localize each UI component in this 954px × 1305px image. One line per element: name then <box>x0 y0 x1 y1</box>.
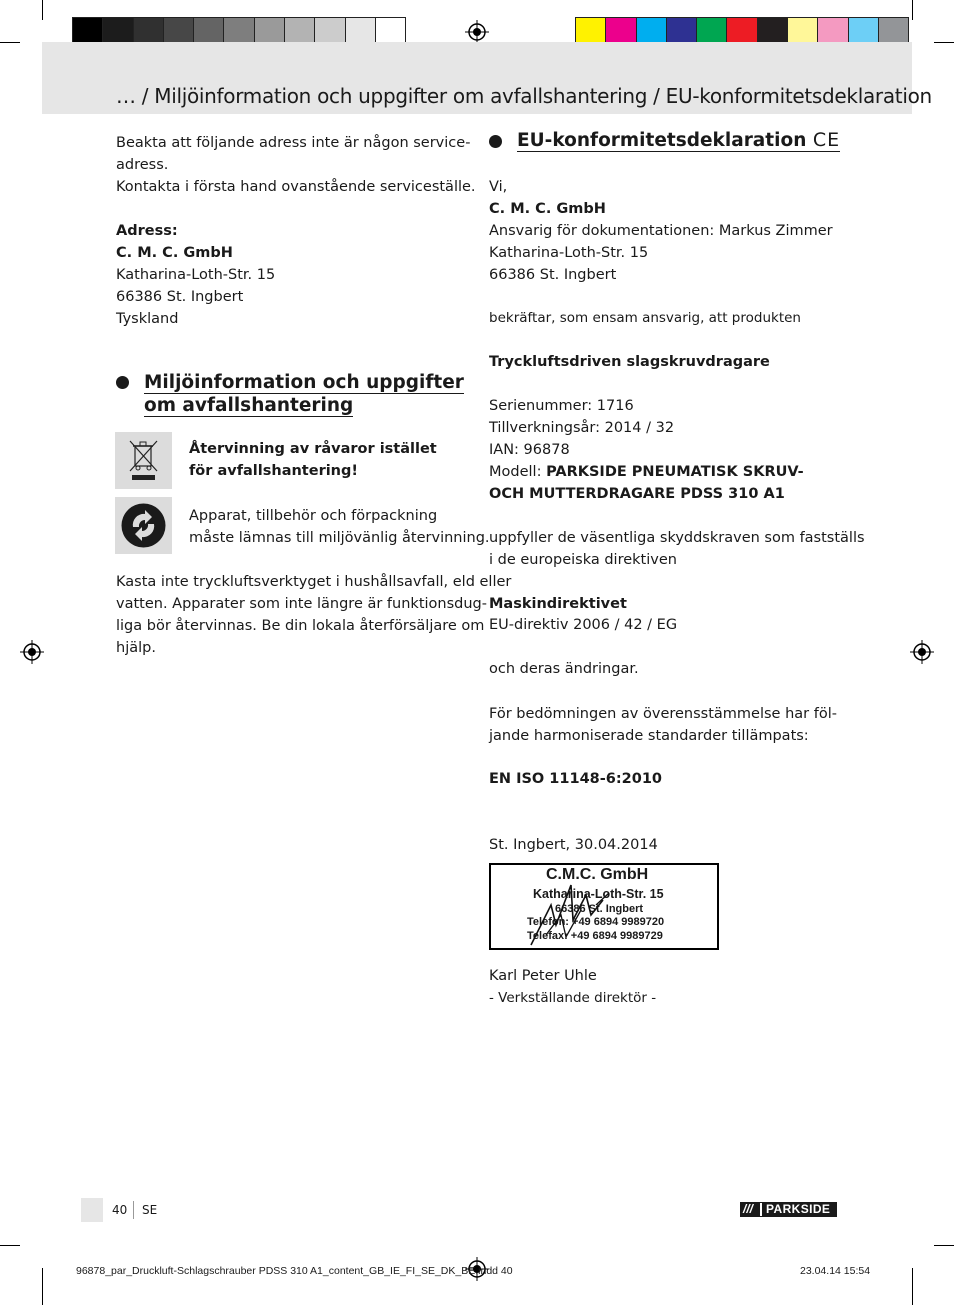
serial-number: Serienummer: 1716 <box>489 398 634 414</box>
assessment-text: jande harmoniserade standarder tillämpats: <box>489 728 809 744</box>
crop-mark <box>0 42 20 43</box>
address-street: Katharina-Loth-Str. 15 <box>116 267 276 283</box>
packaging-text: måste lämnas till miljövänlig återvinning. <box>189 530 490 546</box>
confirms-text: bekräftar, som ensam ansvarig, att produkten <box>489 310 801 326</box>
crop-mark <box>912 0 913 20</box>
parkside-logo <box>740 1202 837 1217</box>
registration-target-icon <box>20 640 44 664</box>
intro-text: Beakta att följande adress inte är någon service- <box>116 135 471 151</box>
recycle-heading: för avfallshantering! <box>189 463 359 479</box>
signature-icon <box>491 865 717 948</box>
company-street: Katharina-Loth-Str. 15 <box>489 245 649 261</box>
recycle-heading: Återvinning av råvaror istället <box>189 441 437 457</box>
manufacture-year: Tillverkningsår: 2014 / 32 <box>489 420 675 436</box>
env-heading-line: om avfallshantering <box>144 395 354 416</box>
registration-target-icon <box>465 20 489 44</box>
section-bullet <box>116 376 129 389</box>
eu-heading-label: EU-konformitetsdeklaration <box>517 130 807 151</box>
place-date: St. Ingbert, 30.04.2014 <box>489 837 658 853</box>
packaging-text: Apparat, tillbehör och förpackning <box>189 508 438 524</box>
dispose-text: vatten. Apparater som inte längre är funktionsdug- <box>116 596 487 612</box>
stamp-line: C.M.C. GmbH <box>546 866 649 883</box>
model-label: Modell: <box>489 464 547 480</box>
env-heading-line: Miljöinformation och uppgifter <box>144 372 464 393</box>
intro-text: Kontakta i första hand ovanstående serviceställe. <box>116 179 476 195</box>
address-city: 66386 St. Ingbert <box>116 289 244 305</box>
page-number: 40 <box>112 1203 128 1217</box>
env-heading <box>144 371 464 417</box>
fulfils-text: uppfyller de väsentliga skyddskraven som fastställs <box>489 530 865 546</box>
dispose-text: liga bör återvinnas. Be din lokala återförsäljare om <box>116 618 485 634</box>
eu-heading-text <box>517 130 840 152</box>
crop-mark <box>0 1245 20 1246</box>
crop-mark <box>934 42 954 43</box>
model-value: PARKSIDE PNEUMATISK SKRUV- <box>546 464 804 480</box>
crossed-bin-icon <box>115 432 172 489</box>
intro-text: adress. <box>116 157 169 173</box>
section-bullet <box>489 135 502 148</box>
dispose-text: hjälp. <box>116 640 156 656</box>
logo-divider <box>760 1203 762 1216</box>
language-code: SE <box>142 1203 158 1217</box>
assessment-text: För bedömningen av överensstämmelse har föl- <box>489 706 837 722</box>
we-text: Vi, <box>489 179 508 195</box>
registration-target-icon <box>910 640 934 664</box>
stamp-line: 66386 St. Ingbert <box>555 903 644 915</box>
model-value: OCH MUTTERDRAGARE PDSS 310 A1 <box>489 486 785 502</box>
file-info: 96878_par_Druckluft-Schlagschrauber PDSS 310 A1_content_GB_IE_FI_SE_DK_BE.indd 40 <box>76 1265 513 1277</box>
machine-directive: Maskindirektivet <box>489 596 627 612</box>
product-name: Tryckluftsdriven slagskruvdragare <box>489 354 770 370</box>
divider <box>133 1201 134 1219</box>
page-number-box <box>81 1198 103 1222</box>
crop-mark <box>912 1268 913 1305</box>
address-country: Tyskland <box>116 311 179 327</box>
eu-directive: EU-direktiv 2006 / 42 / EG <box>489 617 678 633</box>
print-date: 23.04.14 15:54 <box>800 1265 871 1277</box>
amendments-text: och deras ändringar. <box>489 661 639 677</box>
brand-name: PARKSIDE <box>766 1202 831 1216</box>
fulfils-text: i de europeiska direktiven <box>489 552 677 568</box>
dispose-text: Kasta inte tryckluftsverktyget i hushållsavfall, eld eller <box>116 574 512 590</box>
standard-text: EN ISO 11148-6:2010 <box>489 771 663 787</box>
company-stamp <box>489 863 719 950</box>
crop-mark <box>42 0 43 20</box>
crop-mark <box>934 1245 954 1246</box>
stamp-line: Telefax: +49 6894 9989729 <box>527 930 663 942</box>
signer-title: - Verkställande direktör - <box>489 990 657 1006</box>
model-line <box>489 461 804 483</box>
eu-heading <box>517 129 840 152</box>
ian-number: IAN: 96878 <box>489 442 570 458</box>
stamp-line: Katharina-Loth-Str. 15 <box>533 887 664 901</box>
logo-stripes-icon: /// <box>743 1202 754 1216</box>
company-name: C. M. C. GmbH <box>489 201 606 217</box>
responsible-text: Ansvarig för dokumentationen: Markus Zimmer <box>489 223 833 239</box>
address-company: C. M. C. GmbH <box>116 245 233 261</box>
ce-mark-icon: CE <box>812 129 841 151</box>
green-dot-recycling-icon <box>115 497 172 554</box>
address-label: Adress: <box>116 223 178 239</box>
page-title: … / Miljöinformation och uppgifter om avfallshantering / EU-konformitetsdeklaration <box>116 84 932 108</box>
crop-mark <box>42 1268 43 1305</box>
stamp-line: Telefon: +49 6894 9989720 <box>527 916 665 928</box>
company-city: 66386 St. Ingbert <box>489 267 617 283</box>
signer-name: Karl Peter Uhle <box>489 968 597 984</box>
